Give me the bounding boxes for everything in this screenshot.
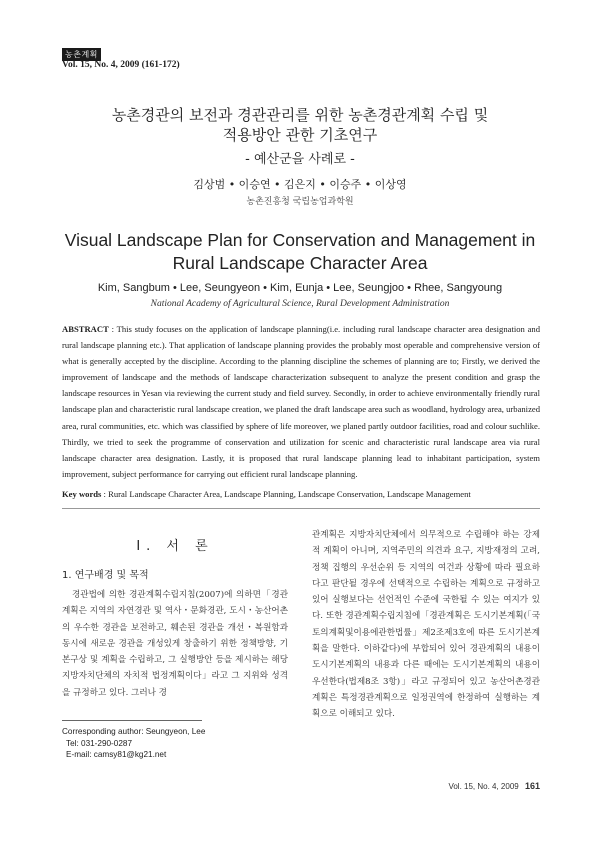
title-ko-subtitle: - 예산군을 사례로 - — [245, 152, 355, 167]
title-en-line2: Rural Landscape Character Area — [172, 253, 428, 273]
keywords — [62, 489, 540, 499]
title-ko-line2: 적용방안 관한 기초연구 — [222, 126, 378, 144]
page-number: 161 — [524, 781, 540, 791]
page-footer — [448, 781, 540, 791]
abstract-label: ABSTRACT — [62, 324, 109, 334]
keywords-text: : Rural Landscape Character Area, Landscape Planning, Landscape Conservation, Landscape Management — [103, 489, 471, 499]
subsection-heading: 1. 연구배경 및 목적 — [62, 570, 149, 581]
affiliation-en: National Academy of Agricultural Science, Rural Development Administration — [150, 299, 450, 309]
abstract — [62, 321, 540, 482]
journal-badge: 농촌계획 — [62, 48, 101, 61]
abstract-text: : This study focuses on the application of landscape planning(i.e. including rural landscape character area designation and rural landscape planning etc.). That application of landscape planning provides the probably most operable and comprehensive version of what is generally accepted by the discipline. According to the planning discipline the schemes of planning are to; Firstly, we derived the improvement of landscape and the methods of landscape characterization subsequent to analyze the present condition and grasp the landscape resources in Yesan via reviewing the current study and field survey. Secondly, in order to achieve environmentally friendly rural landscape plan and characteristic rural landscape creation, we planed the draft landscape area such as woodland, hydrology area, urbanized area, rural communities, etc. which was classified by sphere of life moreover, we planed partly outdoor facilities, road and colour suchlike. Thirdly, we tried to seek the programme of conservation and utilization for scenic and characteristic rural landscape area via rural landscape character area designation. Lastly, it is proposed that rural landscape planning lead to inhabitant participation, system improvement, subject performance for carrying out efficient rural landscape planning. — [62, 324, 540, 479]
footer-volume: Vol. 15, No. 4, 2009 — [448, 782, 519, 791]
footnote-tel: Tel: 031-290-0287 — [66, 738, 133, 748]
volume-line: Vol. 15, No. 4, 2009 (161-172) — [62, 60, 180, 70]
authors-ko: 김상범 • 이승연 • 김은지 • 이승주 • 이상영 — [193, 178, 407, 191]
footnote-author: Corresponding author: Seungyeon, Lee — [62, 727, 206, 736]
section-heading: I. 서 론 — [136, 539, 214, 554]
footnote — [62, 726, 205, 761]
footnote-email: E-mail: camsy81@kg21.net — [66, 750, 167, 759]
footnote-rule — [62, 720, 202, 721]
title-en-line1: Visual Landscape Plan for Conservation and Management in — [64, 230, 536, 250]
title-ko-line1: 농촌경관의 보전과 경관관리를 위한 농촌경관계획 수립 및 — [111, 106, 489, 124]
body-left-column: 경관법에 의한 경관계획수립지침(2007)에 의하면「경관계획은 지역의 자연경관 및 역사・문화경관, 도시・농산어촌의 우수한 경관을 보전하고, 훼손된 경관을 개선・복원함과 동시에 새로운 경관을 개성있게 창출하기 위한 정책방향, 기본구상 및 계획을 수립하고, 그 실행방안 등을 제시하는 해당지방자치단체의 자치적 법정계획이다」라고 그 지위와 성격을 규정하고 있다. 그러나 경 — [62, 590, 288, 698]
body-right-column: 관계획은 지방자치단체에서 의무적으로 수립해야 하는 강제적 계획이 아니며, 지역주민의 의견과 요구, 지방재정의 고려, 정책 집행의 우선순위 등 지역의 여건과 상황에 따라 필요하다고 판단될 경우에 선택적으로 수립하는 계획으로 규정하고 있어 실행보다는 선언적인 수준에 국한될 수 있는 여지가 있다. 또한 경관계획수립지침에「경관계획은 도시기본계획(「국토의계획및이용에관한법률」제2조제3호에 따른 도시기본계획을 말한다. 이하같다)에 부합되어 있어 경관계획의 내용이 도시기본계획의 내용과 다른 때에는 도시기본계획의 내용이 우선한다(법제8조 3항)」라고 규정되어 있고 농산어촌경관계획은 특정경관계획으로 일정권역에 한정하여 실행하는 계획으로 이해되고 있다. — [312, 530, 540, 720]
affiliation-ko: 농촌진흥청 국립농업과학원 — [246, 197, 354, 207]
divider — [62, 508, 540, 509]
keywords-label: Key words — [62, 489, 102, 499]
authors-en: Kim, Sangbum • Lee, Seungyeon • Kim, Eunja • Lee, Seungjoo • Rhee, Sangyoung — [97, 282, 503, 294]
